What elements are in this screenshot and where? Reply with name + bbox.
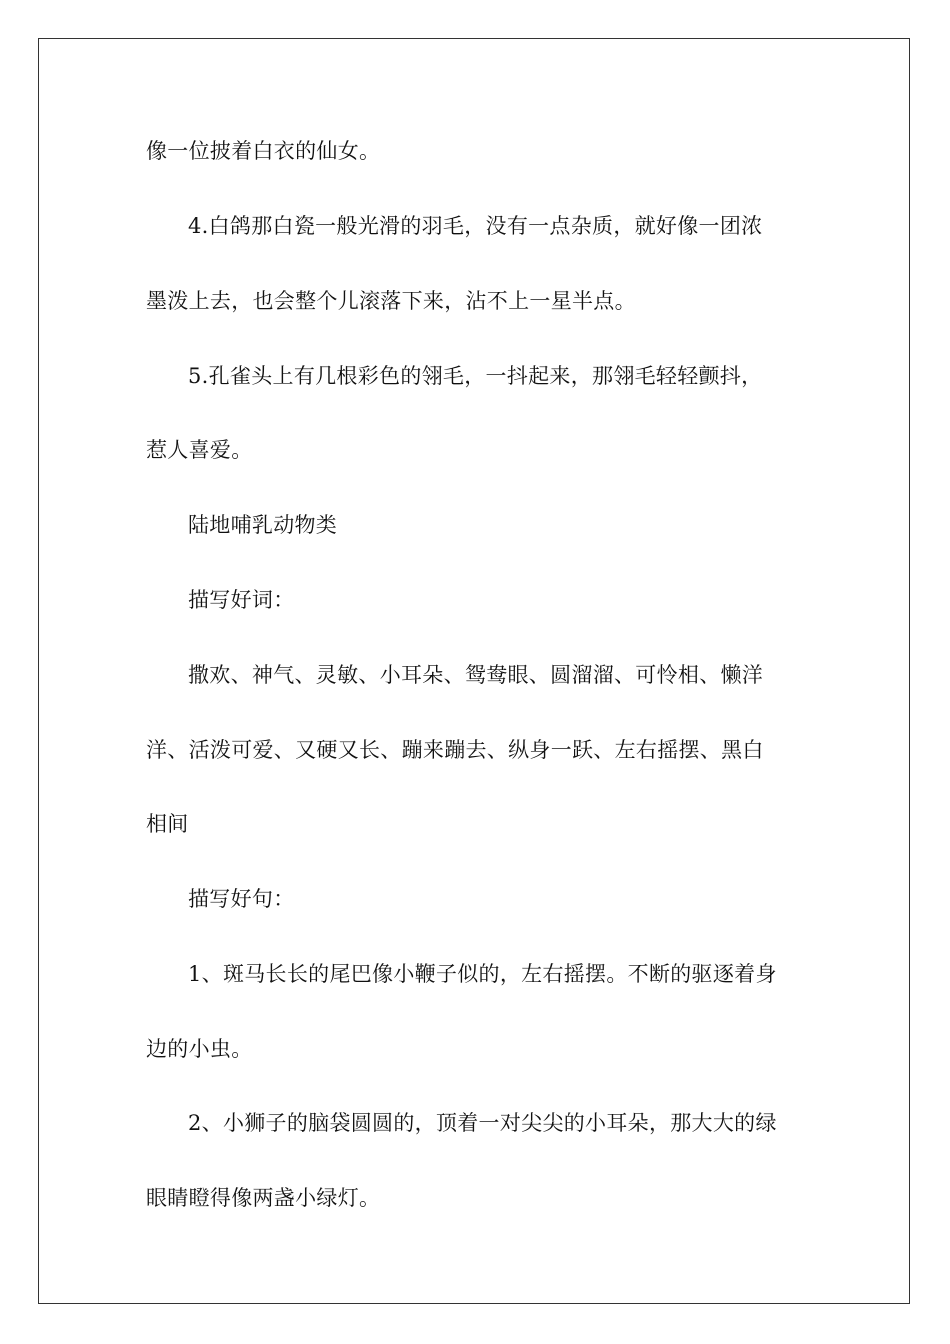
text-line-12: 1、斑马长长的尾巴像小鞭子似的，左右摇摆。不断的驱逐着身: [188, 962, 777, 986]
section-heading: 陆地哺乳动物类: [188, 513, 338, 537]
text-line-15: 眼睛瞪得像两盏小绿灯。: [146, 1186, 381, 1210]
text-line-9: 洋、活泼可爱、又硬又长、蹦来蹦去、纵身一跃、左右摇摆、黑白: [146, 738, 764, 762]
text-line-13: 边的小虫。: [146, 1037, 253, 1061]
text-line-4: 5.孔雀头上有几根彩色的翎毛，一抖起来，那翎毛轻轻颤抖，: [188, 364, 763, 388]
text-line-8: 撒欢、神气、灵敏、小耳朵、鸳鸯眼、圆溜溜、可怜相、懒洋: [188, 663, 764, 687]
subheading-words: 描写好词：: [188, 588, 295, 612]
text-line-1: 像一位披着白衣的仙女。: [146, 139, 381, 163]
text-line-5: 惹人喜爱。: [146, 438, 253, 462]
text-line-14: 2、小狮子的脑袋圆圆的，顶着一对尖尖的小耳朵，那大大的绿: [188, 1111, 777, 1135]
text-line-3: 墨泼上去，也会整个儿滚落下来，沾不上一星半点。: [146, 289, 636, 313]
text-line-10: 相间: [146, 812, 189, 836]
text-line-2: 4.白鸽那白瓷一般光滑的羽毛，没有一点杂质，就好像一团浓: [188, 214, 763, 238]
subheading-sentences: 描写好句：: [188, 887, 295, 911]
